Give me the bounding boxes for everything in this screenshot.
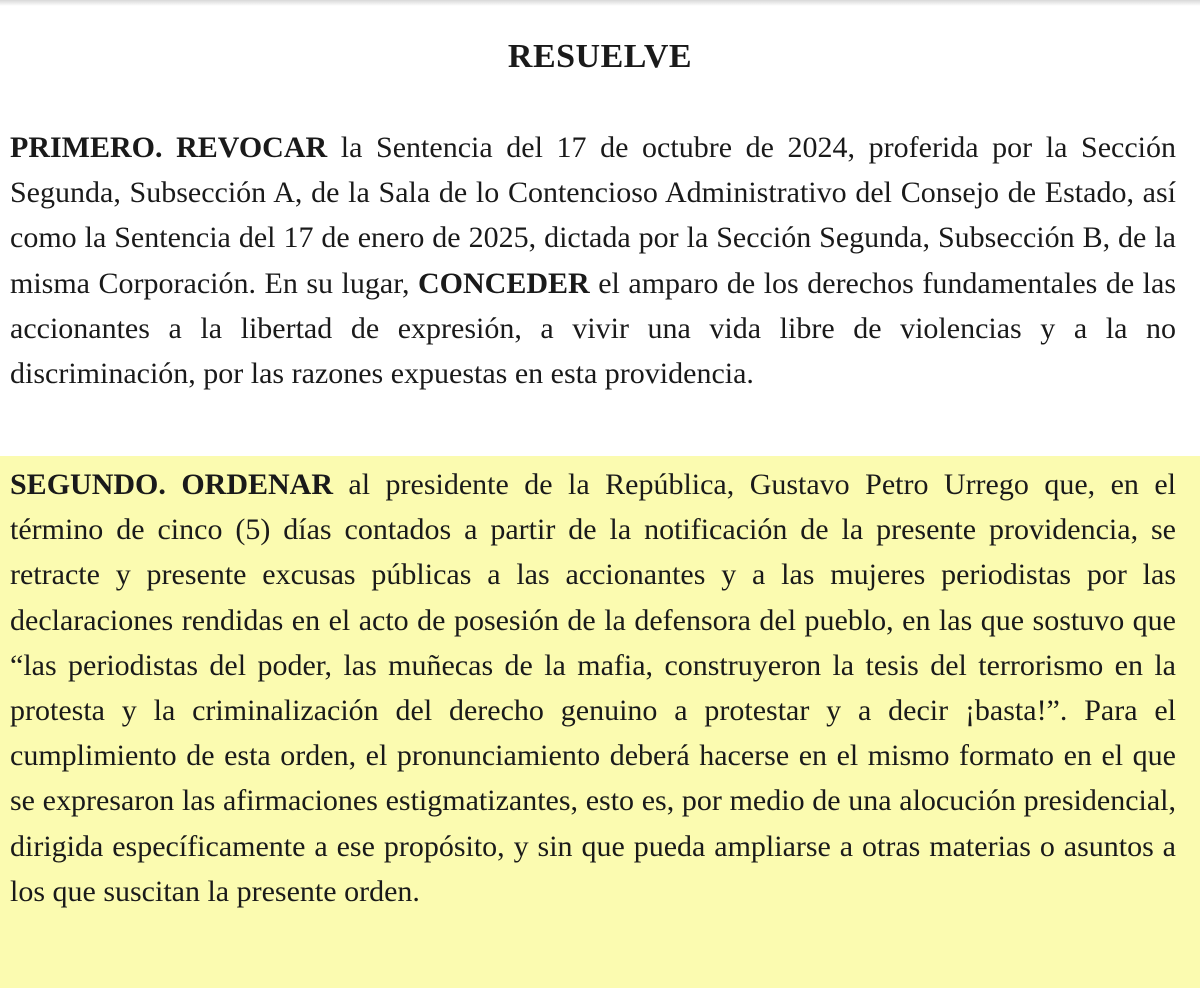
paragraph-primero-text-1: la Sentencia del 17 de octubre de 2024, proferida por la Sección Segunda, Subsección A, de la Sala de lo Contencioso Administrativo del Consejo de Estado, así como la Sentencia del 17 de enero de 2025, dictada por la Sección Segunda, Subsección B, de la misma Corporación. En su lugar, [10,131,1177,300]
paragraph-primero-lead: PRIMERO. [10,131,163,164]
paragraph-segundo-verb-ordenar: ORDENAR [181,468,333,501]
paragraph-segundo-text-1: al presidente de la República, Gustavo Petro Urrego que, en el término de cinco (5) días contados a partir de la notificación de la presente providencia, se retracte y presente excusas públicas a las accionantes y a las mujeres periodistas por las declaraciones rendidas en el acto de posesión de la defensora del pueblo, en las que sostuvo que “las periodistas del poder, las muñecas de la mafia, construyeron la tesis del terrorismo en la protesta y la criminalización del derecho genuino a protestar y a decir ¡basta!”. Para el cumplimiento de esta orden, el pronunciamiento deberá hacerse en el mismo formato en el que se expresaron las afirmaciones estigmatizantes, esto es, por medio de una alocución presidencial, dirigida específicamente a ese propósito, y sin que pueda ampliarse a otras materias o asuntos a los que suscitan la presente orden. [10,468,1176,908]
paragraph-primero-verb-revocar: REVOCAR [176,131,328,164]
paragraph-primero-text-2: el amparo de los derechos fundamentales de las accionantes a la libertad de expresión, a vivir una vida libre de violencias y a la no discriminación, por las razones expuestas en esta providencia. [10,266,1177,391]
paragraph-segundo-lead: SEGUNDO. [10,468,166,501]
paragraph-primero-verb-conceder: CONCEDER [418,266,590,300]
page-top-edge [0,0,1200,6]
paragraph-segundo [10,462,1176,914]
section-heading: RESUELVE [507,38,693,75]
paragraph-primero [10,125,1176,396]
